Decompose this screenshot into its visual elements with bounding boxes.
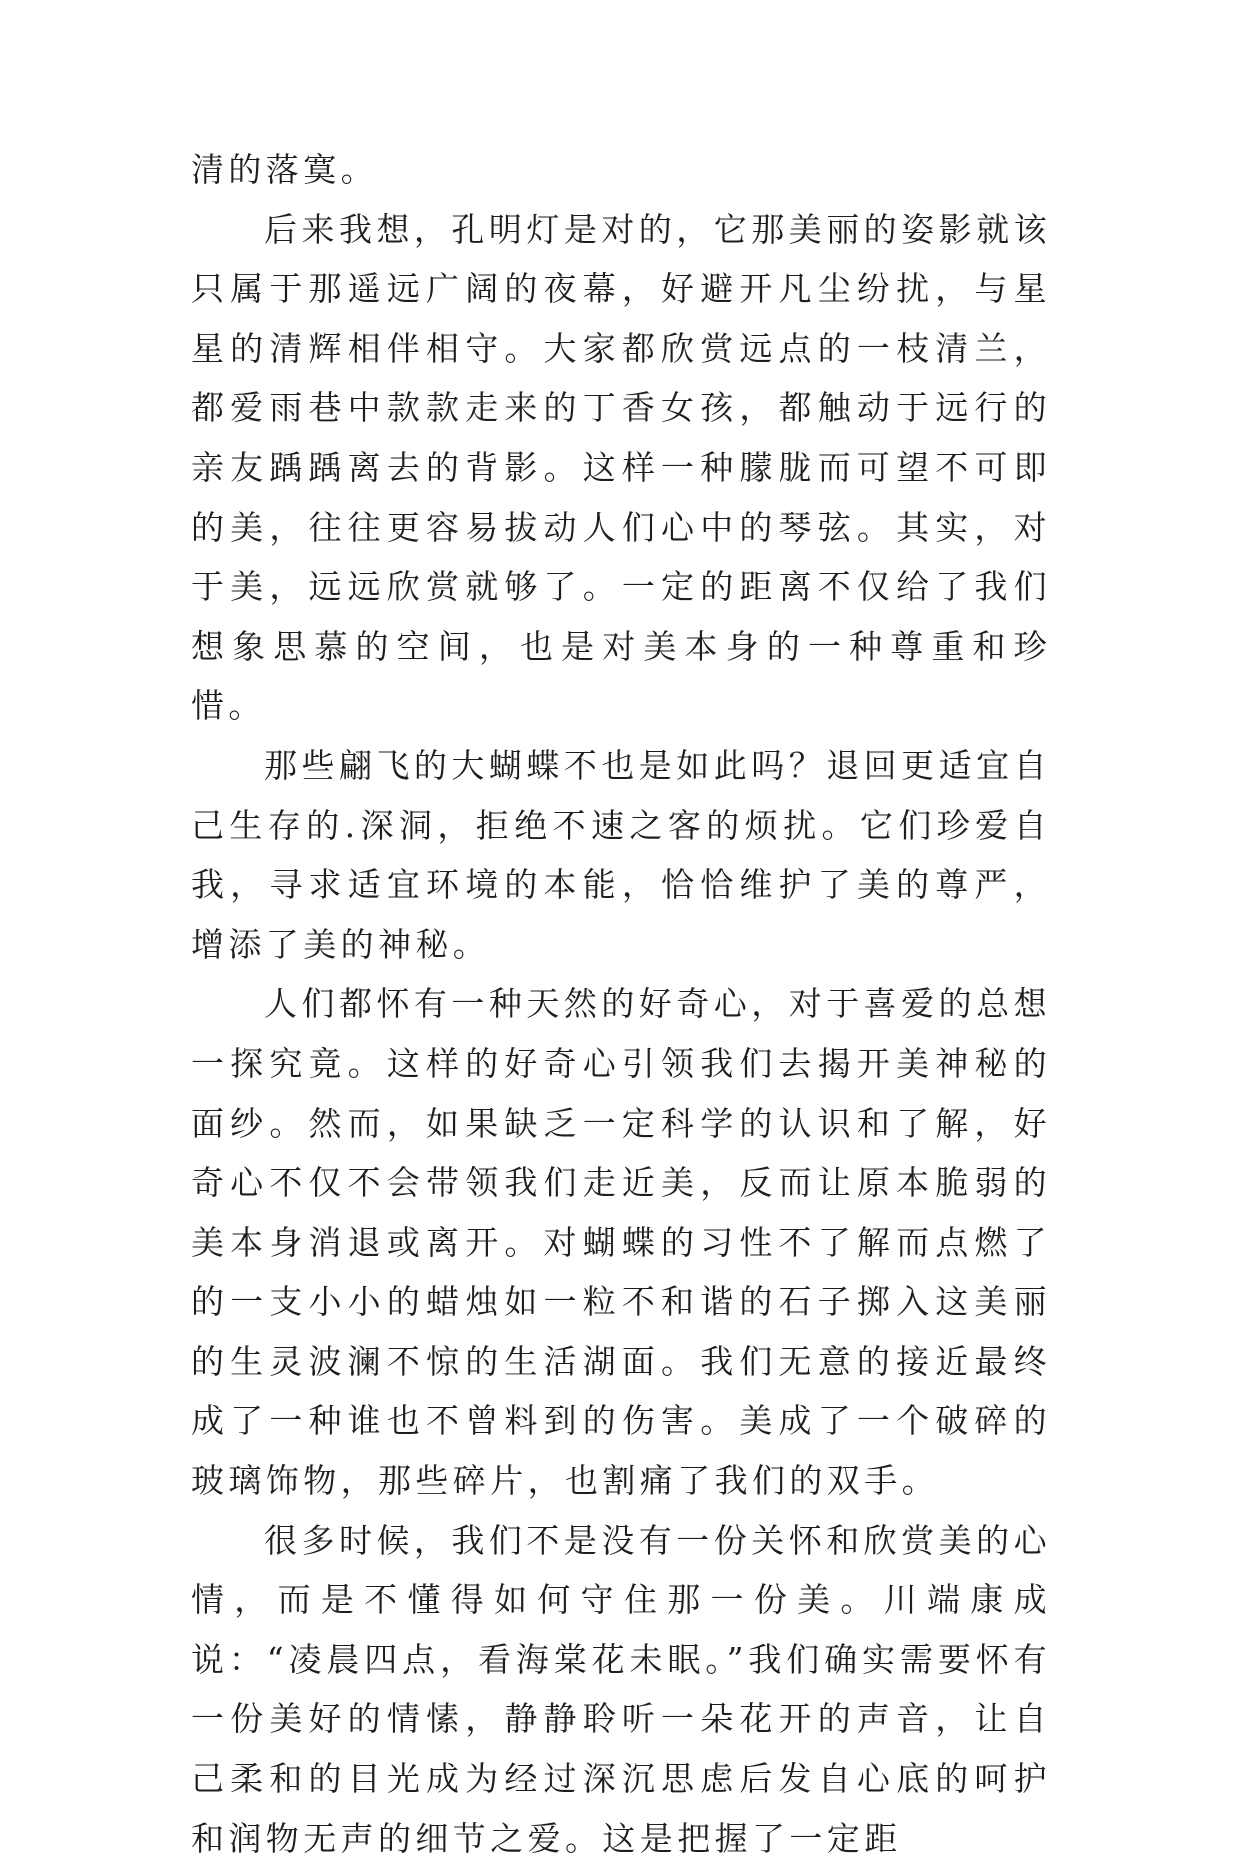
paragraph-2: 后来我想，孔明灯是对的，它那美丽的姿影就该只属于那遥远广阔的夜幕，好避开凡尘纷扰，与星星的清辉相伴相守。大家都欣赏远点的一枝清兰，都爱雨巷中款款走来的丁香女孩，都触动于远行的亲友踽踽离去的背影。这样一种朦胧而可望不可即的美，往往更容易拔动人们心中的琴弦。其实，对于美，远远欣赏就够了。一定的距离不仅给了我们想象思慕的空间，也是对美本身的一种尊重和珍惜。	[191, 209, 1051, 726]
paragraph-4: 人们都怀有一种天然的好奇心，对于喜爱的总想一探究竟。这样的好奇心引领我们去揭开美神秘的面纱。然而，如果缺乏一定科学的认识和了解，好奇心不仅不会带领我们走近美，反而让原本脆弱的美本身消退或离开。对蝴蝶的习性不了解而点燃了的一支小小的蜡烛如一粒不和谐的石子掷入这美丽的生灵波澜不惊的生活湖面。我们无意的接近最终成了一种谁也不曾料到的伤害。美成了一个破碎的玻璃饰物，那些碎片，也割痛了我们的双手。	[191, 984, 1051, 1501]
paragraph-1: 清的落寞。	[191, 150, 378, 189]
paragraph-5: 很多时候，我们不是没有一份关怀和欣赏美的心情，而是不懂得如何守住那一份美。川端康成说：“凌晨四点，看海棠花未眠。”我们确实需要怀有一份美好的情愫，静静聆听一朵花开的声音，让自己柔和的目光成为经过深沉思虑后发自心底的呵护和润物无声的细节之爱。这是把握了一定距	[191, 1520, 1051, 1858]
document-page	[191, 140, 1051, 1868]
paragraph-3: 那些翩飞的大蝴蝶不也是如此吗？退回更适宜自己生存的.深洞，拒绝不速之客的烦扰。它们珍爱自我，寻求适宜环境的本能，恰恰维护了美的尊严，增添了美的神秘。	[191, 745, 1051, 964]
